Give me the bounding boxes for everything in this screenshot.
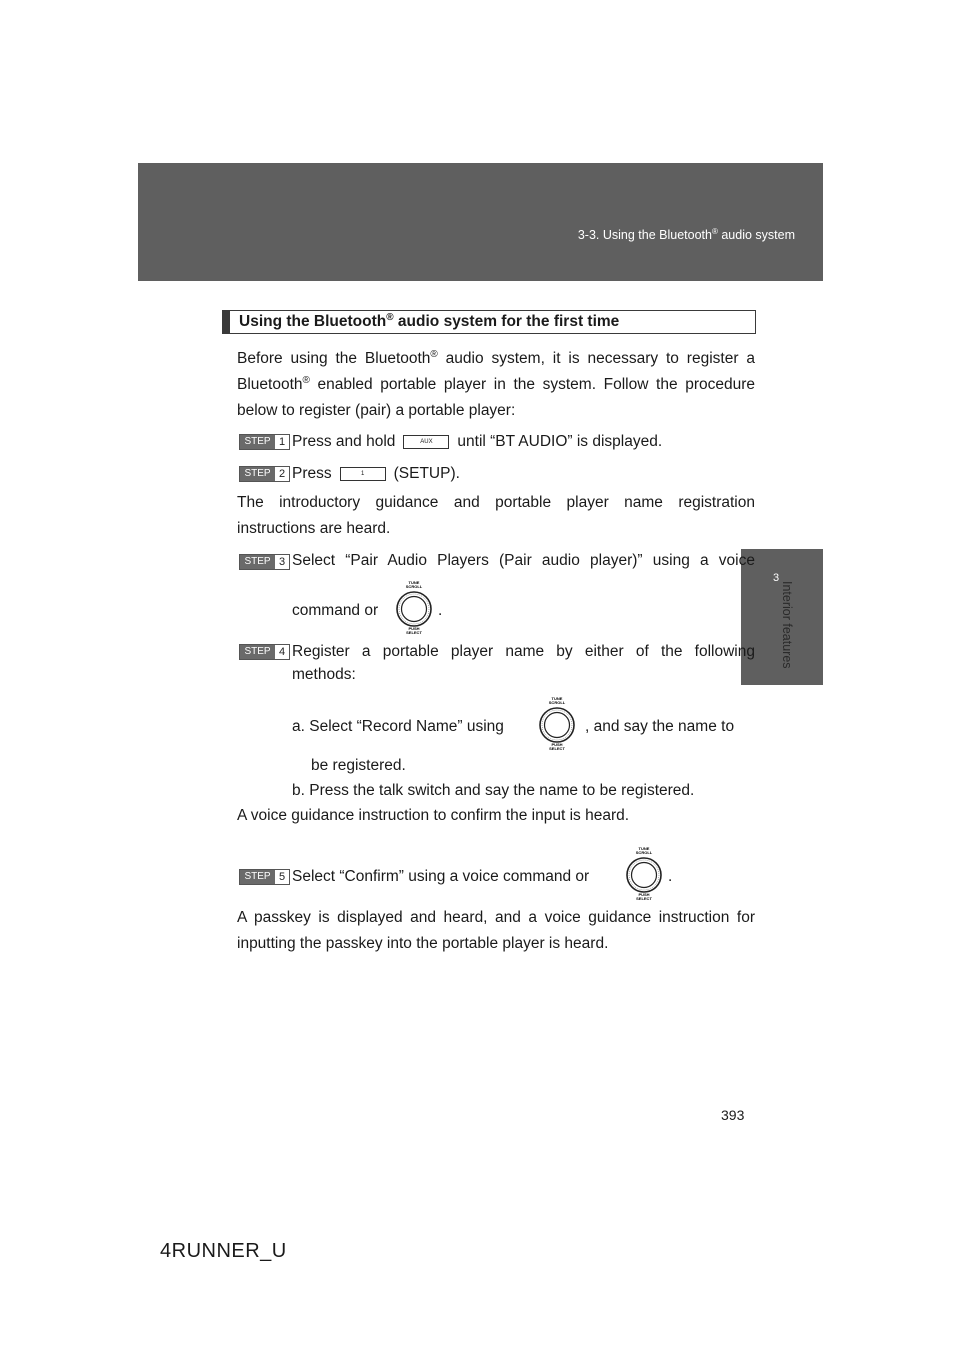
note-after-step-4: A voice guidance instruction to confirm the input is heard. [237, 807, 630, 824]
svg-text:TUNE: TUNE [408, 580, 420, 585]
svg-text:SELECT: SELECT [406, 630, 422, 635]
note-after-step-5: A passkey is displayed and heard, and a voice guidance instruction for inputting the passkey into the portable player is heard. [237, 909, 755, 952]
step-2-text: Press 1 (SETUP). [292, 465, 460, 482]
section-heading-bar [222, 310, 756, 334]
footer-code: 4RUNNER_U [160, 1240, 287, 1262]
svg-text:TUNE: TUNE [551, 696, 563, 701]
note-after-step-2: The introductory guidance and portable player name registration instructions are heard. [237, 494, 755, 537]
step-5-text-tail: . [668, 868, 673, 885]
svg-text:SELECT: SELECT [549, 746, 565, 751]
step-5-badge: STEP 5 [239, 869, 290, 885]
svg-text:PUSH: PUSH [408, 626, 420, 631]
svg-text:SCROLL: SCROLL [548, 700, 566, 705]
svg-text:SCROLL: SCROLL [405, 584, 423, 589]
tune-select-knob-icon [622, 845, 666, 901]
step-5-text: Select “Confirm” using a voice command or [292, 868, 590, 885]
step-4-badge: STEP 4 [239, 644, 290, 660]
chapter-header [138, 163, 823, 281]
step-3-line-1: Select “Pair Audio Players (Pair audio player)” using a voice [292, 552, 755, 569]
svg-text:SCROLL: SCROLL [635, 850, 653, 855]
intro-paragraph: Before using the Bluetooth® audio system, it is necessary to register a Bluetooth® enabled portable player in the system. Follow the procedure below to register (pair) a portable player: [237, 348, 755, 419]
step-1-badge: STEP 1 [239, 434, 290, 450]
step-2-badge: STEP 2 [239, 466, 290, 482]
chapter-label: Interior features [780, 581, 794, 669]
step-1-text: Press and hold AUX until “BT AUDIO” is displayed. [292, 433, 663, 450]
step-4-option-a: a. Select “Record Name” using [292, 718, 504, 735]
section-breadcrumb: 3-3. Using the Bluetooth® audio system [577, 227, 795, 243]
tune-select-knob-icon [392, 579, 436, 635]
svg-text:TUNE: TUNE [638, 846, 650, 851]
step-4-line-1: Register a portable player name by either of the following [292, 643, 755, 660]
step-4-option-b: b. Press the talk switch and say the name to be registered. [292, 782, 695, 799]
step-3-line-2-pre: command or [292, 602, 379, 619]
svg-text:PUSH: PUSH [551, 742, 563, 747]
setup-button-icon: 1 [340, 467, 386, 481]
tune-select-knob-icon [535, 695, 579, 751]
page-number: 393 [721, 1107, 745, 1123]
step-4-line-2: methods: [292, 666, 356, 683]
step-4-option-a-tail: , and say the name to [585, 718, 735, 735]
section-title: Using the Bluetooth® audio system for the first time [239, 312, 620, 331]
step-3-line-2-post: . [438, 602, 443, 619]
chapter-number: 3 [773, 572, 780, 584]
aux-button-icon: AUX [403, 435, 449, 449]
step-3-badge: STEP 3 [239, 554, 290, 570]
svg-text:SELECT: SELECT [636, 896, 652, 901]
step-4-option-a-cont: be registered. [311, 757, 406, 774]
svg-text:PUSH: PUSH [638, 892, 650, 897]
